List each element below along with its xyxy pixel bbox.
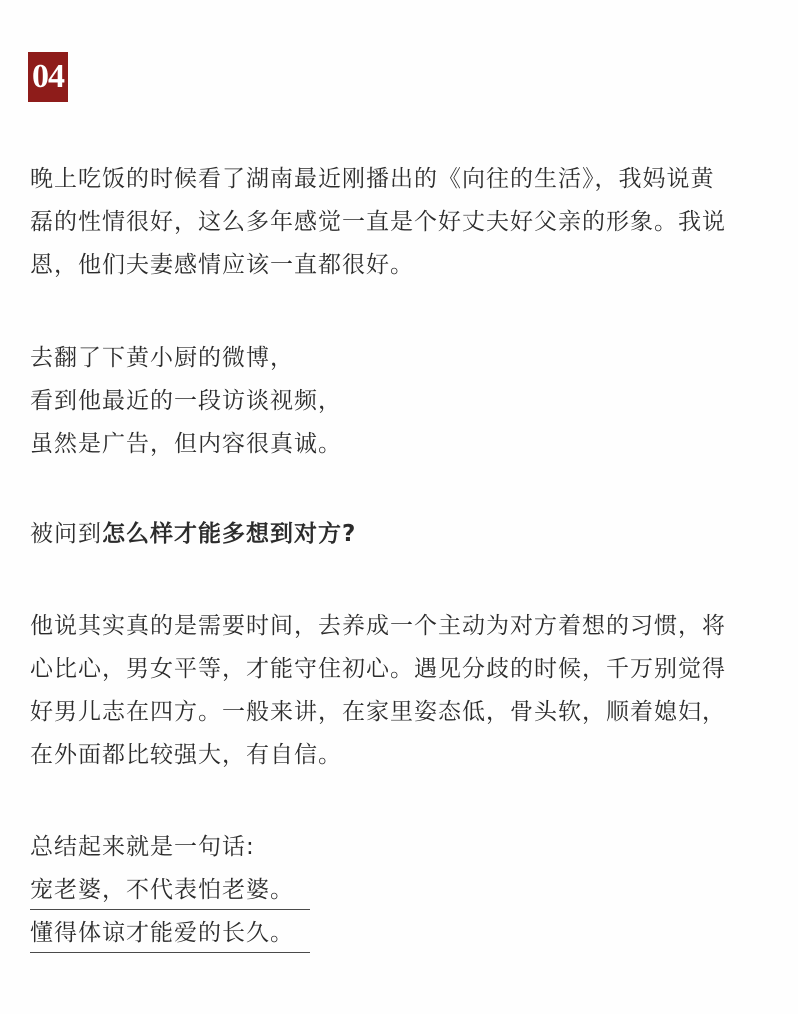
- text-line: 虽然是广告，但内容很真诚。: [30, 431, 342, 457]
- text-line: 恩，他们夫妻感情应该一直都很好。: [30, 252, 414, 278]
- paragraph-dinner-story: [30, 158, 770, 287]
- paragraph-summary: [30, 826, 770, 955]
- text-line: 晚上吃饭的时候看了湖南最近刚播出的《向往的生活》，我妈说黄: [30, 166, 715, 192]
- text-line: 看到他最近的一段访谈视频，: [30, 388, 342, 414]
- text-line: 好男儿志在四方。一般来讲，在家里姿态低，骨头软，顺着媳妇，: [30, 699, 726, 725]
- underlined-quote: 宠老婆，不代表怕老婆。: [30, 871, 310, 910]
- paragraph-weibo-video: [30, 337, 770, 466]
- text-line: 在外面都比较强大，有自信。: [30, 742, 342, 768]
- paragraph-answer: [30, 605, 770, 777]
- text-line: 他说其实真的是需要时间，去养成一个主动为对方着想的习惯，将: [30, 613, 726, 639]
- question-bold-text: 怎么样才能多想到对方?: [102, 521, 357, 547]
- text-line: 磊的性情很好，这么多年感觉一直是个好丈夫好父亲的形象。我说: [30, 209, 726, 235]
- text-line: 心比心，男女平等，才能守住初心。遇见分歧的时候，千万别觉得: [30, 656, 726, 682]
- paragraph-question: [30, 513, 770, 556]
- summary-line: [30, 869, 770, 912]
- summary-intro: 总结起来就是一句话:: [30, 834, 255, 860]
- question-line: [30, 513, 770, 556]
- underlined-quote: 懂得体谅才能爱的长久。: [30, 914, 310, 953]
- question-prefix: 被问到: [30, 521, 102, 547]
- text-line: 去翻了下黄小厨的微博，: [30, 345, 294, 371]
- section-number-badge: 04: [28, 52, 68, 102]
- summary-line: [30, 912, 770, 955]
